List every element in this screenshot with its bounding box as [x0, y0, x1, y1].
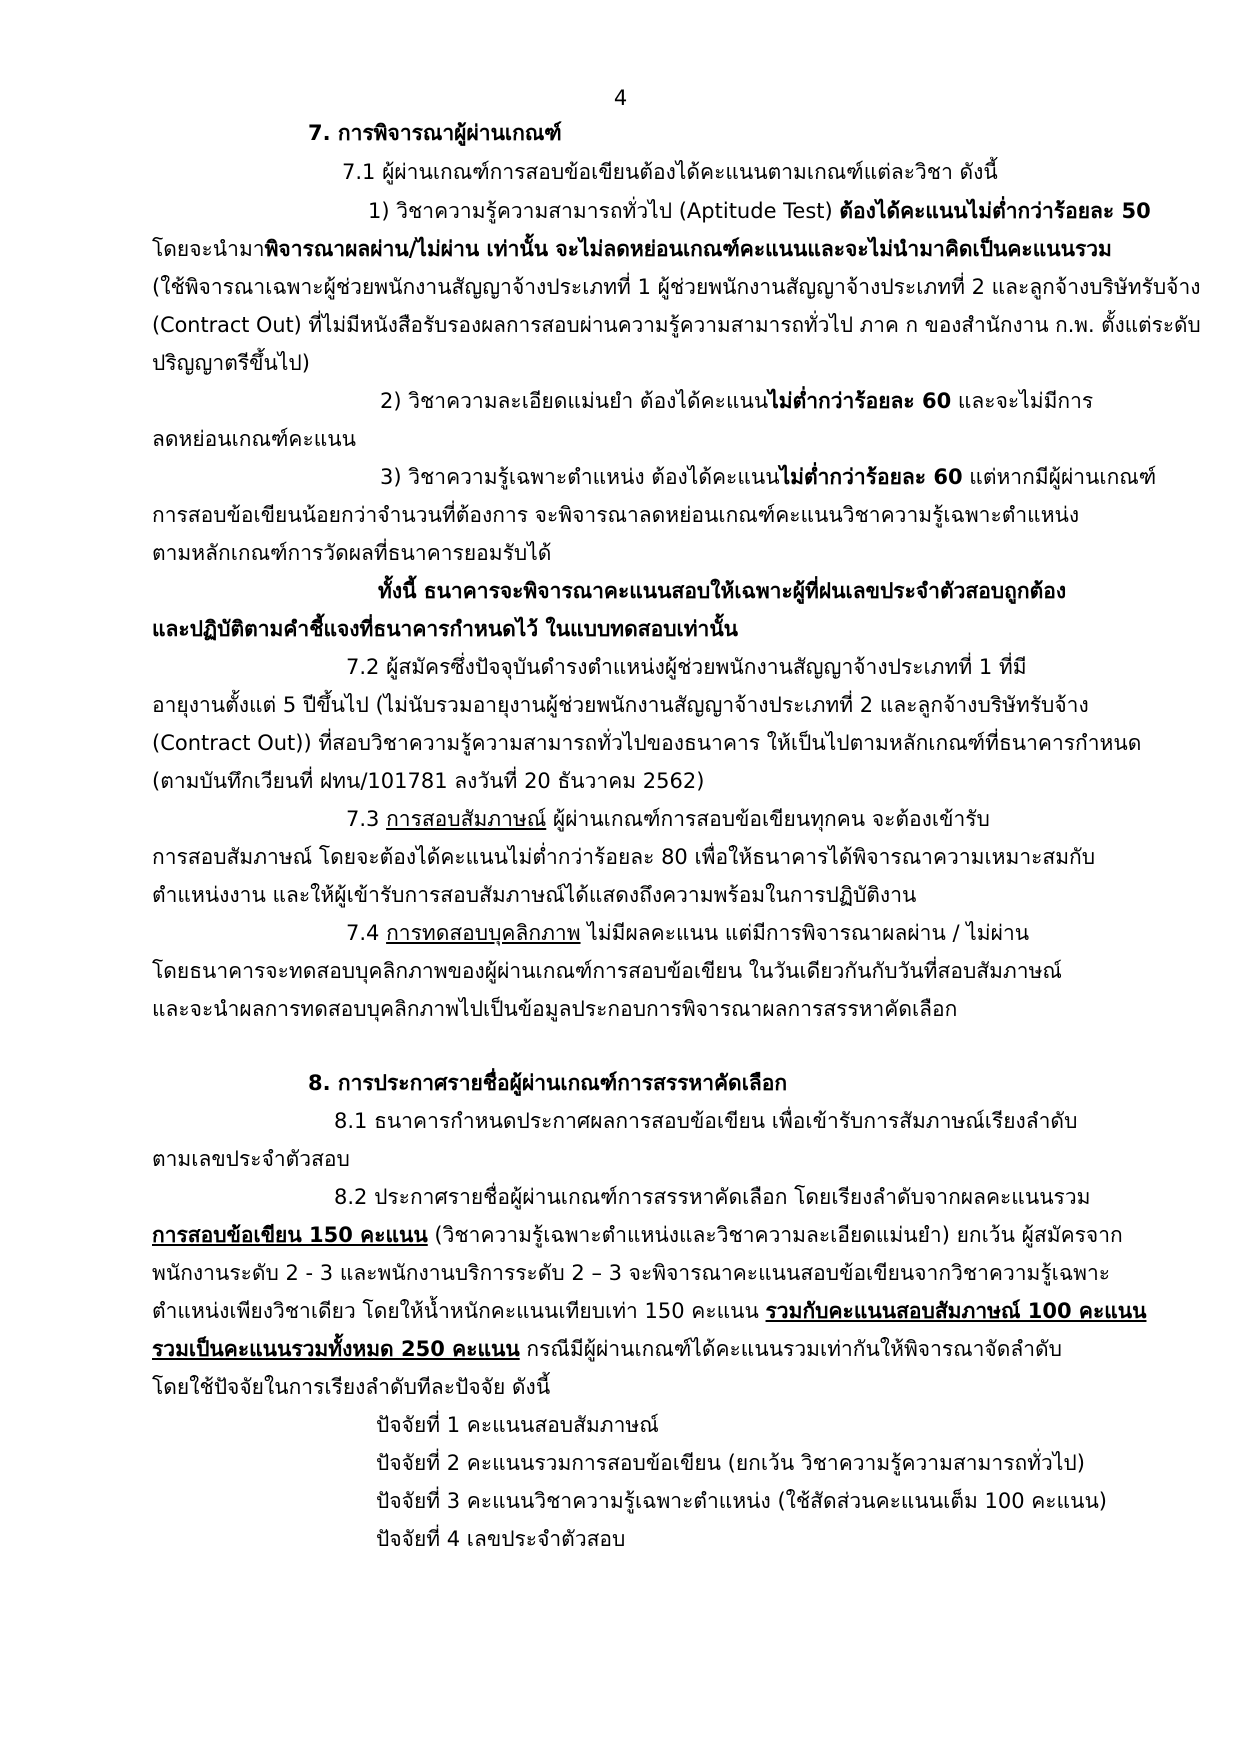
- section-7-1-item-1-line-3: (ใช้พิจารณาเฉพาะผู้ช่วยพนักงานสัญญาจ้างประเภทที่ 1 ผู้ช่วยพนักงานสัญญาจ้างประเภทที่ 2 และลูกจ้างบริษัทรับจ้าง: [152, 275, 1201, 299]
- section-7-3-number: 7.3: [346, 807, 387, 831]
- section-8-2-line-4: [152, 1296, 1146, 1326]
- section-8-2-line-3: พนักงานระดับ 2 - 3 และพนักงานบริการระดับ 2 – 3 จะพิจารณาคะแนนสอบข้อเขียนจากวิชาความรู้เฉพาะ: [152, 1261, 1111, 1285]
- section-7-3-line-1: [346, 804, 990, 834]
- section-7-1-item-1-line-1: [368, 196, 1151, 226]
- section-7-4-number: 7.4: [346, 921, 387, 945]
- section-7-heading: 7. การพิจารณาผู้ผ่านเกณฑ์: [308, 121, 562, 145]
- section-7-1-intro: 7.1 ผู้ผ่านเกณฑ์การสอบข้อเขียนต้องได้คะแนนตามเกณฑ์แต่ละวิชา ดังนี้: [342, 160, 998, 184]
- section-7-3-line-3: ตำแหน่งงาน และให้ผู้เข้ารับการสอบสัมภาษณ์ได้แสดงถึงความพร้อมในการปฏิบัติงาน: [152, 883, 917, 907]
- section-7-2-line-1: 7.2 ผู้สมัครซึ่งปัจจุบันดำรงตำแหน่งผู้ช่วยพนักงานสัญญาจ้างประเภทที่ 1 ที่มี: [346, 655, 1027, 679]
- section-7-2-line-3: (Contract Out)) ที่สอบวิชาความรู้ความสามารถทั่วไปของธนาคาร ให้เป็นไปตามหลักเกณฑ์ที่ธนาคารกำหนด: [152, 731, 1142, 755]
- section-7-1-item-2-line-2: ลดหย่อนเกณฑ์คะแนน: [152, 427, 357, 451]
- section-7-1-item-1-line-2: [152, 234, 1112, 264]
- written-exam-score: การสอบข้อเขียน 150 คะแนน: [152, 1223, 428, 1247]
- factor-4: ปัจจัยที่ 4 เลขประจำตัวสอบ: [376, 1527, 626, 1551]
- section-8-2-line-2-text: (วิชาความรู้เฉพาะตำแหน่งและวิชาความละเอียดแม่นยำ) ยกเว้น ผู้สมัครจาก: [427, 1223, 1123, 1247]
- section-7-1-item-3-line-1: [380, 462, 1156, 492]
- item-1-criteria: ต้องได้คะแนนไม่ต่ำกว่าร้อยละ 50: [839, 199, 1151, 223]
- section-8-2-line-6: โดยใช้ปัจจัยในการเรียงลำดับทีละปัจจัย ดังนี้: [152, 1375, 551, 1399]
- factor-2: ปัจจัยที่ 2 คะแนนรวมการสอบข้อเขียน (ยกเว้น วิชาความรู้ความสามารถทั่วไป): [376, 1451, 1085, 1475]
- section-8-2-line-2: [152, 1220, 1123, 1250]
- section-7-4-line-1: [346, 918, 1029, 948]
- section-8-2-line-4-text: ตำแหน่งเพียงวิชาเดียว โดยให้น้ำหนักคะแนนเทียบเท่า 150 คะแนน: [152, 1299, 766, 1323]
- section-7-1-note-line-1: ทั้งนี้ ธนาคารจะพิจารณาคะแนนสอบให้เฉพาะผู้ที่ฝนเลขประจำตัวสอบถูกต้อง: [378, 579, 1067, 603]
- item-1-lead: โดยจะนำมา: [152, 237, 265, 261]
- item-1-pass-fail: พิจารณาผลผ่าน/ไม่ผ่าน เท่านั้น จะไม่ลดหย่อนเกณฑ์คะแนนและจะไม่นำมาคิดเป็นคะแนนรวม: [264, 237, 1112, 261]
- section-7-4-line-2: โดยธนาคารจะทดสอบบุคลิกภาพของผู้ผ่านเกณฑ์การสอบข้อเขียน ในวันเดียวกันกับวันที่สอบสัมภาษณ์: [152, 959, 1062, 983]
- section-7-1-item-1-line-5: ปริญญาตรีขึ้นไป): [152, 351, 310, 375]
- item-3-text: 3) วิชาความรู้เฉพาะตำแหน่ง ต้องได้คะแนน: [380, 465, 780, 489]
- section-8-2-line-1: 8.2 ประกาศรายชื่อผู้ผ่านเกณฑ์การสรรหาคัดเลือก โดยเรียงลำดับจากผลคะแนนรวม: [334, 1185, 1091, 1209]
- section-7-3-text: ผู้ผ่านเกณฑ์การสอบข้อเขียนทุกคน จะต้องเข้ารับ: [546, 807, 990, 831]
- factor-3: ปัจจัยที่ 3 คะแนนวิชาความรู้เฉพาะตำแหน่ง (ใช้สัดส่วนคะแนนเต็ม 100 คะแนน): [376, 1489, 1108, 1513]
- item-2-tail: และจะไม่มีการ: [951, 389, 1094, 413]
- section-7-4-line-3: และจะนำผลการทดสอบบุคลิกภาพไปเป็นข้อมูลประกอบการพิจารณาผลการสรรหาคัดเลือก: [152, 997, 958, 1021]
- section-8-heading: 8. การประกาศรายชื่อผู้ผ่านเกณฑ์การสรรหาคัดเลือก: [308, 1071, 788, 1095]
- section-7-3-line-2: การสอบสัมภาษณ์ โดยจะต้องได้คะแนนไม่ต่ำกว่าร้อยละ 80 เพื่อให้ธนาคารได้พิจารณาความเหมาะสมกับ: [152, 845, 1096, 869]
- section-7-1-item-3-line-3: ตามหลักเกณฑ์การวัดผลที่ธนาคารยอมรับได้: [152, 541, 552, 565]
- factor-1: ปัจจัยที่ 1 คะแนนสอบสัมภาษณ์: [376, 1413, 659, 1437]
- section-7-2-line-2: อายุงานตั้งแต่ 5 ปีขึ้นไป (ไม่นับรวมอายุงานผู้ช่วยพนักงานสัญญาจ้างประเภทที่ 2 และลูกจ้างบริษัทรับจ้าง: [152, 693, 1089, 717]
- section-7-2-line-4: (ตามบันทึกเวียนที่ ฝทน/101781 ลงวันที่ 20 ธันวาคม 2562): [152, 769, 705, 793]
- section-8-1-line-1: 8.1 ธนาคารกำหนดประกาศผลการสอบข้อเขียน เพื่อเข้ารับการสัมภาษณ์เรียงลำดับ: [334, 1109, 1078, 1133]
- item-3-tail: แต่หากมีผู้ผ่านเกณฑ์: [962, 465, 1157, 489]
- section-7-1-item-3-line-2: การสอบข้อเขียนน้อยกว่าจำนวนที่ต้องการ จะพิจารณาลดหย่อนเกณฑ์คะแนนวิชาความรู้เฉพาะตำแหน่ง: [152, 503, 1080, 527]
- total-score: รวมเป็นคะแนนรวมทั้งหมด 250 คะแนน: [152, 1337, 520, 1361]
- section-7-1-item-2-line-1: [380, 386, 1093, 416]
- section-7-1-note-line-2: และปฏิบัติตามคำชี้แจงที่ธนาคารกำหนดไว้ ในแบบทดสอบเท่านั้น: [152, 617, 739, 641]
- section-7-3-title: การสอบสัมภาษณ์: [386, 807, 547, 831]
- section-8-2-line-5: [152, 1334, 1062, 1364]
- section-8-2-line-5-text: กรณีมีผู้ผ่านเกณฑ์ได้คะแนนรวมเท่ากันให้พิจารณาจัดลำดับ: [519, 1337, 1063, 1361]
- page-number: 4: [613, 86, 628, 110]
- item-2-text: 2) วิชาความละเอียดแม่นยำ ต้องได้คะแนน: [380, 389, 769, 413]
- item-2-criteria: ไม่ต่ำกว่าร้อยละ 60: [768, 389, 952, 413]
- section-8-1-line-2: ตามเลขประจำตัวสอบ: [152, 1147, 350, 1171]
- section-7-4-text: ไม่มีผลคะแนน แต่มีการพิจารณาผลผ่าน / ไม่ผ่าน: [580, 921, 1030, 945]
- section-7-1-item-1-line-4: (Contract Out) ที่ไม่มีหนังสือรับรองผลการสอบผ่านความรู้ความสามารถทั่วไป ภาค ก ของสำนักงาน ก.พ. ตั้งแต่ระดับ: [152, 313, 1201, 337]
- item-1-text: 1) วิชาความรู้ความสามารถทั่วไป (Aptitude Test): [368, 199, 840, 223]
- section-7-4-title: การทดสอบบุคลิกภาพ: [386, 921, 581, 945]
- interview-score: รวมกับคะแนนสอบสัมภาษณ์ 100 คะแนน: [765, 1299, 1147, 1323]
- item-3-criteria: ไม่ต่ำกว่าร้อยละ 60: [779, 465, 963, 489]
